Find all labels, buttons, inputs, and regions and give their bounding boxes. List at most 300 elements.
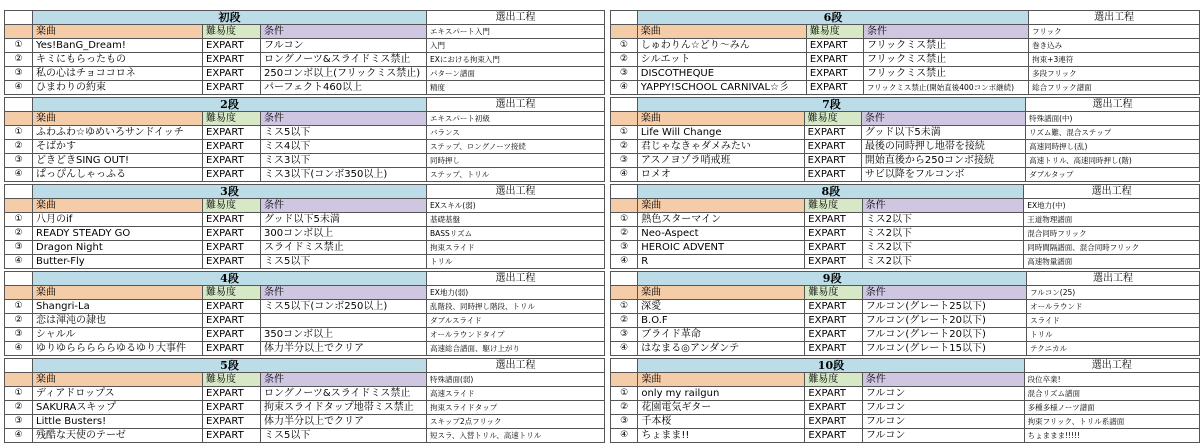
header-song[interactable]: 楽曲 bbox=[637, 25, 806, 39]
difficulty[interactable]: EXPART bbox=[806, 67, 863, 81]
process-note[interactable]: 高速スライド bbox=[427, 387, 605, 401]
condition[interactable]: ロングノーツ&スライドミス禁止 bbox=[261, 387, 427, 401]
header-song[interactable]: 楽曲 bbox=[33, 112, 203, 126]
condition[interactable]: 体力半分以上でクリア bbox=[261, 415, 427, 429]
song-name[interactable]: Shangri-La bbox=[33, 300, 203, 314]
song-name[interactable]: ブライド革命 bbox=[638, 328, 805, 342]
process-note[interactable]: 同時押し bbox=[427, 154, 605, 168]
process-label[interactable]: 選出工程 bbox=[427, 11, 605, 25]
condition[interactable]: パーフェクト460以上 bbox=[261, 81, 427, 95]
row-number[interactable]: ④ bbox=[5, 342, 33, 356]
header-process-note[interactable]: エキスパート初級 bbox=[427, 112, 605, 126]
row-number[interactable]: ① bbox=[5, 126, 33, 140]
process-note[interactable]: ステップ、トリル bbox=[427, 168, 605, 182]
difficulty[interactable]: EXPART bbox=[805, 213, 862, 227]
title-lead-cell[interactable] bbox=[611, 11, 638, 25]
condition[interactable]: フルコン bbox=[862, 401, 1024, 415]
header-difficulty[interactable]: 難易度 bbox=[805, 199, 862, 213]
header-condition[interactable]: 条件 bbox=[261, 286, 427, 300]
process-note[interactable]: 拘束スライド bbox=[427, 241, 605, 255]
song-name[interactable]: そばかす bbox=[33, 140, 203, 154]
dan-title[interactable]: 8段 bbox=[638, 185, 1024, 199]
header-condition[interactable]: 条件 bbox=[862, 286, 1026, 300]
condition[interactable]: フリックミス禁止 bbox=[863, 53, 1028, 67]
difficulty[interactable]: EXPART bbox=[805, 429, 863, 443]
difficulty[interactable]: EXPART bbox=[804, 126, 861, 140]
row-number[interactable]: ③ bbox=[5, 67, 33, 81]
song-name[interactable]: ロメオ bbox=[637, 168, 804, 182]
song-name[interactable]: 君じゃなきゃダメみたい bbox=[637, 140, 804, 154]
difficulty[interactable]: EXPART bbox=[805, 328, 862, 342]
row-number[interactable]: ③ bbox=[611, 328, 638, 342]
process-note[interactable]: トリル bbox=[427, 255, 605, 269]
difficulty[interactable]: EXPART bbox=[805, 314, 862, 328]
process-note[interactable]: トリル bbox=[1027, 328, 1200, 342]
title-lead-cell[interactable] bbox=[611, 98, 638, 112]
process-note[interactable]: スライド bbox=[1027, 314, 1200, 328]
song-name[interactable]: キミにもらったもの bbox=[33, 53, 203, 67]
difficulty[interactable]: EXPART bbox=[203, 401, 261, 415]
process-note[interactable]: 多種多様ノーツ譜面 bbox=[1024, 401, 1199, 415]
process-note[interactable]: パターン譜面 bbox=[427, 67, 605, 81]
header-song[interactable]: 楽曲 bbox=[638, 373, 805, 387]
difficulty[interactable]: EXPART bbox=[203, 39, 261, 53]
process-note[interactable]: スキップ2点フリック bbox=[427, 415, 605, 429]
condition[interactable]: フルコン bbox=[862, 415, 1024, 429]
difficulty[interactable]: EXPART bbox=[203, 314, 261, 328]
row-number[interactable]: ② bbox=[5, 401, 33, 415]
difficulty[interactable]: EXPART bbox=[804, 154, 861, 168]
table-row bbox=[611, 415, 1200, 429]
row-number[interactable]: ② bbox=[611, 401, 638, 415]
song-name[interactable]: ふわふわ☆ゆめいろサンドイッチ bbox=[33, 126, 203, 140]
process-note[interactable]: 短スラ、入替トリル、高速トリル bbox=[427, 429, 605, 443]
difficulty[interactable]: EXPART bbox=[203, 415, 261, 429]
song-name[interactable]: 残酷な天使のテーゼ bbox=[33, 429, 203, 443]
row-number[interactable]: ④ bbox=[611, 81, 638, 95]
song-name[interactable]: ひまわりの約束 bbox=[33, 81, 203, 95]
header-song[interactable]: 楽曲 bbox=[33, 25, 203, 39]
condition[interactable]: フルコン bbox=[862, 387, 1024, 401]
header-song[interactable]: 楽曲 bbox=[33, 373, 203, 387]
condition[interactable]: ミス2以下 bbox=[862, 227, 1024, 241]
condition[interactable]: ミス2以下 bbox=[862, 213, 1024, 227]
song-name[interactable]: SAKURAスキップ bbox=[33, 401, 203, 415]
condition[interactable]: ミス5以下 bbox=[261, 126, 427, 140]
difficulty[interactable]: EXPART bbox=[203, 154, 261, 168]
song-name[interactable]: 深愛 bbox=[638, 300, 805, 314]
header-difficulty[interactable]: 難易度 bbox=[805, 286, 862, 300]
song-name[interactable]: 私の心はチョココロネ bbox=[33, 67, 203, 81]
difficulty[interactable]: EXPART bbox=[805, 387, 863, 401]
condition[interactable]: フリックミス禁止(開始直後400コンボ継続) bbox=[863, 81, 1028, 95]
difficulty[interactable]: EXPART bbox=[203, 53, 261, 67]
process-label[interactable]: 選出工程 bbox=[1024, 359, 1199, 373]
difficulty[interactable]: EXPART bbox=[805, 255, 862, 269]
song-name[interactable]: ディアドロップス bbox=[33, 387, 203, 401]
dan-title[interactable]: 2段 bbox=[33, 98, 427, 112]
row-number[interactable]: ② bbox=[5, 53, 33, 67]
dan-title[interactable]: 4段 bbox=[33, 272, 427, 286]
row-number[interactable]: ④ bbox=[611, 429, 638, 443]
song-name[interactable]: READY STEADY GO bbox=[33, 227, 203, 241]
song-name[interactable]: B.O.F bbox=[638, 314, 805, 328]
row-number[interactable]: ② bbox=[5, 140, 33, 154]
process-note[interactable]: バランス bbox=[427, 126, 605, 140]
row-number[interactable]: ③ bbox=[611, 154, 638, 168]
header-process-note[interactable]: フリック bbox=[1029, 25, 1200, 39]
title-lead-cell[interactable] bbox=[611, 185, 638, 199]
condition[interactable]: ミス3以下 bbox=[261, 154, 427, 168]
condition[interactable]: グッド以下5未満 bbox=[261, 213, 427, 227]
difficulty[interactable]: EXPART bbox=[203, 241, 261, 255]
process-note[interactable]: 拘束フリック、トリル系譜面 bbox=[1024, 415, 1199, 429]
row-number[interactable]: ① bbox=[611, 39, 638, 53]
process-note[interactable]: 拘束スライドタップ bbox=[427, 401, 605, 415]
process-note[interactable]: EXにおける拘束入門 bbox=[427, 53, 605, 67]
condition[interactable]: 開始直後から250コンボ接続 bbox=[861, 154, 1025, 168]
header-difficulty[interactable]: 難易度 bbox=[203, 112, 261, 126]
dan-title[interactable]: 5段 bbox=[33, 359, 427, 373]
table-row bbox=[5, 53, 605, 67]
row-number[interactable]: ③ bbox=[5, 415, 33, 429]
header-condition[interactable]: 条件 bbox=[862, 199, 1024, 213]
process-label[interactable]: 選出工程 bbox=[1029, 11, 1200, 25]
process-note[interactable]: 混合リズム譜面 bbox=[1024, 387, 1199, 401]
difficulty[interactable]: EXPART bbox=[203, 81, 261, 95]
header-song[interactable]: 楽曲 bbox=[33, 199, 203, 213]
table-row bbox=[5, 255, 605, 269]
condition[interactable]: ミス5以下(コンボ250以上) bbox=[261, 300, 427, 314]
header-blank-cell[interactable] bbox=[611, 199, 638, 213]
difficulty[interactable]: EXPART bbox=[203, 126, 261, 140]
table-row bbox=[5, 213, 605, 227]
title-lead-cell[interactable] bbox=[5, 98, 33, 112]
difficulty[interactable]: EXPART bbox=[203, 227, 261, 241]
condition[interactable]: ミス2以下 bbox=[862, 255, 1024, 269]
table-row bbox=[5, 140, 605, 154]
process-label[interactable]: 選出工程 bbox=[1024, 185, 1200, 199]
difficulty[interactable]: EXPART bbox=[203, 387, 261, 401]
song-name[interactable]: どきどきSING OUT! bbox=[33, 154, 203, 168]
dan-title[interactable]: 初段 bbox=[33, 11, 427, 25]
difficulty[interactable]: EXPART bbox=[805, 342, 862, 356]
title-lead-cell[interactable] bbox=[611, 359, 638, 373]
header-condition[interactable]: 条件 bbox=[261, 25, 427, 39]
row-number[interactable]: ④ bbox=[5, 255, 33, 269]
dan-title[interactable]: 9段 bbox=[638, 272, 1027, 286]
process-label[interactable]: 選出工程 bbox=[1026, 98, 1200, 112]
header-process-note[interactable]: 段位卒業! bbox=[1024, 373, 1199, 387]
row-number[interactable]: ④ bbox=[5, 429, 33, 443]
process-note[interactable]: 乱階段、同時押し階段、トリル bbox=[427, 300, 605, 314]
table-row bbox=[611, 126, 1200, 140]
dan-table-3 bbox=[4, 184, 605, 269]
table-row bbox=[5, 126, 605, 140]
header-song[interactable]: 楽曲 bbox=[638, 199, 805, 213]
row-number[interactable]: ④ bbox=[611, 255, 638, 269]
process-note[interactable]: 拘束+3連符 bbox=[1029, 53, 1200, 67]
process-note[interactable]: ちょままま!!!!! bbox=[1024, 429, 1199, 443]
title-lead-cell[interactable] bbox=[5, 359, 33, 373]
song-name[interactable]: シャルル bbox=[33, 328, 203, 342]
condition[interactable]: フルコン(グレート25以下) bbox=[862, 300, 1026, 314]
song-name[interactable]: 千本桜 bbox=[638, 415, 805, 429]
song-name[interactable]: Dragon Night bbox=[33, 241, 203, 255]
condition[interactable]: フルコン(グレート15以下) bbox=[862, 342, 1026, 356]
header-song[interactable]: 楽曲 bbox=[638, 286, 805, 300]
dan-table-4 bbox=[4, 271, 605, 356]
title-lead-cell[interactable] bbox=[5, 11, 33, 25]
row-number[interactable]: ① bbox=[611, 126, 638, 140]
row-number[interactable]: ① bbox=[5, 300, 33, 314]
condition[interactable]: グッド以下5未満 bbox=[861, 126, 1025, 140]
difficulty[interactable]: EXPART bbox=[805, 415, 863, 429]
song-name[interactable]: YAPPY!SCHOOL CARNIVAL☆彡 bbox=[637, 81, 806, 95]
process-note[interactable]: ダブルタップ bbox=[1026, 168, 1200, 182]
row-number[interactable]: ③ bbox=[611, 415, 638, 429]
condition[interactable]: フルコン(グレート20以下) bbox=[862, 314, 1026, 328]
song-name[interactable]: ぱっぴんしゃっふる bbox=[33, 168, 203, 182]
header-blank-cell[interactable] bbox=[5, 112, 33, 126]
row-number[interactable]: ② bbox=[611, 314, 638, 328]
table-row bbox=[5, 154, 605, 168]
condition[interactable]: フルコン(グレート20以下) bbox=[862, 328, 1026, 342]
condition[interactable]: フルコン bbox=[862, 429, 1024, 443]
song-name[interactable]: ちょまま!! bbox=[638, 429, 805, 443]
process-note[interactable]: ステップ、ロングノーツ接続 bbox=[427, 140, 605, 154]
header-difficulty[interactable]: 難易度 bbox=[203, 25, 261, 39]
song-name[interactable]: アスノヨゾラ哨戒班 bbox=[637, 154, 804, 168]
difficulty[interactable]: EXPART bbox=[203, 213, 261, 227]
condition[interactable]: 250コンボ以上(フリックミス禁止) bbox=[261, 67, 427, 81]
condition[interactable]: ミス2以下 bbox=[862, 241, 1024, 255]
header-condition[interactable]: 条件 bbox=[261, 199, 427, 213]
condition[interactable]: ミス5以下 bbox=[261, 255, 427, 269]
header-process-note[interactable]: EXスキル(弱) bbox=[427, 199, 605, 213]
song-name[interactable]: しゅわりん☆どり～みん bbox=[637, 39, 806, 53]
song-name[interactable]: 熱色スターマイン bbox=[638, 213, 805, 227]
row-number[interactable]: ① bbox=[611, 300, 638, 314]
difficulty[interactable]: EXPART bbox=[203, 67, 261, 81]
process-note[interactable]: 高速トリル、高速同時押し(階) bbox=[1026, 154, 1200, 168]
header-difficulty[interactable]: 難易度 bbox=[203, 199, 261, 213]
song-name[interactable]: シルエット bbox=[637, 53, 806, 67]
table-row bbox=[611, 241, 1200, 255]
header-condition[interactable]: 条件 bbox=[863, 25, 1028, 39]
table-row bbox=[611, 342, 1200, 356]
song-name[interactable]: 花園電気ギター bbox=[638, 401, 805, 415]
condition[interactable]: 300コンボ以上 bbox=[261, 227, 427, 241]
difficulty[interactable]: EXPART bbox=[203, 255, 261, 269]
condition[interactable]: フリックミス禁止 bbox=[863, 39, 1028, 53]
row-number[interactable]: ② bbox=[611, 140, 638, 154]
process-label[interactable]: 選出工程 bbox=[1027, 272, 1200, 286]
row-number[interactable]: ④ bbox=[5, 81, 33, 95]
process-label[interactable]: 選出工程 bbox=[427, 98, 605, 112]
header-song[interactable]: 楽曲 bbox=[637, 112, 804, 126]
process-note[interactable]: 入門 bbox=[427, 39, 605, 53]
process-note[interactable]: 高速物量譜面 bbox=[1024, 255, 1200, 269]
song-name[interactable]: ゆりゆらららららゆるゆり大事件 bbox=[33, 342, 203, 356]
difficulty[interactable]: EXPART bbox=[804, 140, 861, 154]
row-number[interactable]: ① bbox=[611, 387, 638, 401]
process-note[interactable]: 高速総合譜面、駆け上がり bbox=[427, 342, 605, 356]
header-difficulty[interactable]: 難易度 bbox=[804, 112, 861, 126]
header-condition[interactable]: 条件 bbox=[261, 112, 427, 126]
condition[interactable]: 体力半分以上でクリア bbox=[261, 342, 427, 356]
table-row bbox=[5, 401, 605, 415]
difficulty[interactable]: EXPART bbox=[203, 300, 261, 314]
condition[interactable]: 最後の同時押し地帯を接続 bbox=[861, 140, 1025, 154]
process-label[interactable]: 選出工程 bbox=[427, 272, 605, 286]
table-row bbox=[611, 401, 1200, 415]
process-note[interactable]: ダブルスライド bbox=[427, 314, 605, 328]
table-row bbox=[5, 415, 605, 429]
row-number[interactable]: ③ bbox=[5, 328, 33, 342]
row-number[interactable]: ③ bbox=[5, 241, 33, 255]
condition[interactable]: フリックミス禁止 bbox=[863, 67, 1028, 81]
process-note[interactable]: 王道物理譜面 bbox=[1024, 213, 1200, 227]
header-blank-cell[interactable] bbox=[611, 373, 638, 387]
song-name[interactable]: Neo-Aspect bbox=[638, 227, 805, 241]
song-name[interactable]: Life Will Change bbox=[637, 126, 804, 140]
row-number[interactable]: ③ bbox=[611, 241, 638, 255]
condition[interactable]: フルコン bbox=[261, 39, 427, 53]
song-name[interactable]: 恋は渾沌の隷也 bbox=[33, 314, 203, 328]
header-difficulty[interactable]: 難易度 bbox=[806, 25, 863, 39]
process-label[interactable]: 選出工程 bbox=[427, 359, 605, 373]
process-note[interactable]: オールラウンド bbox=[1027, 300, 1200, 314]
difficulty[interactable]: EXPART bbox=[805, 401, 863, 415]
row-number[interactable]: ④ bbox=[5, 168, 33, 182]
header-process-note[interactable]: EX地力(弱) bbox=[427, 286, 605, 300]
difficulty[interactable]: EXPART bbox=[203, 342, 261, 356]
header-condition[interactable]: 条件 bbox=[261, 373, 427, 387]
dan-title[interactable]: 6段 bbox=[637, 11, 1028, 25]
condition[interactable]: 350コンボ以上 bbox=[261, 328, 427, 342]
difficulty[interactable]: EXPART bbox=[804, 168, 861, 182]
difficulty[interactable]: EXPART bbox=[203, 429, 261, 443]
header-blank-cell[interactable] bbox=[611, 25, 638, 39]
song-name[interactable]: DISCOTHEQUE bbox=[637, 67, 806, 81]
process-note[interactable]: 精度 bbox=[427, 81, 605, 95]
song-name[interactable]: HEROIC ADVENT bbox=[638, 241, 805, 255]
condition[interactable]: ミス3以下(コンボ350以上) bbox=[261, 168, 427, 182]
row-number[interactable]: ③ bbox=[611, 67, 638, 81]
row-number[interactable]: ③ bbox=[5, 154, 33, 168]
header-blank-cell[interactable] bbox=[611, 286, 638, 300]
header-process-note[interactable]: EX地力(中) bbox=[1024, 199, 1200, 213]
row-number[interactable]: ① bbox=[611, 213, 638, 227]
header-difficulty[interactable]: 難易度 bbox=[805, 373, 863, 387]
header-difficulty[interactable]: 難易度 bbox=[203, 286, 261, 300]
difficulty[interactable]: EXPART bbox=[806, 39, 863, 53]
row-number[interactable]: ② bbox=[611, 227, 638, 241]
song-name[interactable]: はなまる◎アンダンテ bbox=[638, 342, 805, 356]
process-note[interactable]: 巻き込み bbox=[1029, 39, 1200, 53]
dan-table-8 bbox=[610, 184, 1200, 269]
process-note[interactable]: 多段フリック bbox=[1029, 67, 1200, 81]
row-number[interactable]: ④ bbox=[611, 168, 638, 182]
condition[interactable] bbox=[261, 314, 427, 328]
difficulty[interactable]: EXPART bbox=[203, 168, 261, 182]
dan-title[interactable]: 3段 bbox=[33, 185, 427, 199]
condition[interactable]: ミス4以下 bbox=[261, 140, 427, 154]
song-name[interactable]: only my railgun bbox=[638, 387, 805, 401]
difficulty[interactable]: EXPART bbox=[805, 227, 862, 241]
row-number[interactable]: ② bbox=[611, 53, 638, 67]
row-number[interactable]: ① bbox=[5, 39, 33, 53]
difficulty[interactable]: EXPART bbox=[806, 53, 863, 67]
row-number[interactable]: ① bbox=[5, 387, 33, 401]
title-lead-cell[interactable] bbox=[5, 272, 33, 286]
process-note[interactable]: テクニカル bbox=[1027, 342, 1200, 356]
dan-title[interactable]: 7段 bbox=[637, 98, 1025, 112]
difficulty[interactable]: EXPART bbox=[805, 300, 862, 314]
row-number[interactable]: ① bbox=[5, 213, 33, 227]
header-blank-cell[interactable] bbox=[611, 112, 638, 126]
dan-title[interactable]: 10段 bbox=[638, 359, 1024, 373]
song-name[interactable]: Butter-Fly bbox=[33, 255, 203, 269]
process-label[interactable]: 選出工程 bbox=[427, 185, 605, 199]
process-note[interactable]: 同時間隔譜面、混合同時フリック bbox=[1024, 241, 1200, 255]
header-difficulty[interactable]: 難易度 bbox=[203, 373, 261, 387]
dan-table-9 bbox=[610, 271, 1200, 356]
header-blank-cell[interactable] bbox=[5, 373, 33, 387]
song-name[interactable]: R bbox=[638, 255, 805, 269]
header-blank-cell[interactable] bbox=[5, 199, 33, 213]
song-name[interactable]: Yes!BanG_Dream! bbox=[33, 39, 203, 53]
condition[interactable]: ロングノーツ&スライドミス禁止 bbox=[261, 53, 427, 67]
row-number[interactable]: ② bbox=[5, 227, 33, 241]
header-process-note[interactable]: 特殊譜面(中) bbox=[1026, 112, 1200, 126]
header-song[interactable]: 楽曲 bbox=[33, 286, 203, 300]
title-lead-cell[interactable] bbox=[611, 272, 638, 286]
difficulty[interactable]: EXPART bbox=[805, 241, 862, 255]
row-number[interactable]: ④ bbox=[611, 342, 638, 356]
process-note[interactable]: 基礎基盤 bbox=[427, 213, 605, 227]
difficulty[interactable]: EXPART bbox=[203, 140, 261, 154]
process-note[interactable]: オールラウンドタイプ bbox=[427, 328, 605, 342]
table-row bbox=[611, 300, 1200, 314]
header-blank-cell[interactable] bbox=[5, 25, 33, 39]
condition[interactable]: ミス5以下 bbox=[261, 429, 427, 443]
difficulty[interactable]: EXPART bbox=[203, 328, 261, 342]
table-row bbox=[5, 241, 605, 255]
process-note[interactable]: リズム難、混合ステップ bbox=[1026, 126, 1200, 140]
difficulty[interactable]: EXPART bbox=[806, 81, 863, 95]
process-note[interactable]: BASSリズム bbox=[427, 227, 605, 241]
header-process-note[interactable]: 特殊譜面(弱) bbox=[427, 373, 605, 387]
song-name[interactable]: Little Busters! bbox=[33, 415, 203, 429]
process-note[interactable]: 高速同時押し(乱) bbox=[1026, 140, 1200, 154]
condition[interactable]: スライドミス禁止 bbox=[261, 241, 427, 255]
row-number[interactable]: ② bbox=[5, 314, 33, 328]
process-note[interactable]: 混合同時フリック bbox=[1024, 227, 1200, 241]
condition[interactable]: 拘束スライドタップ地帯ミス禁止 bbox=[261, 401, 427, 415]
header-condition[interactable]: 条件 bbox=[861, 112, 1025, 126]
header-blank-cell[interactable] bbox=[5, 286, 33, 300]
table-row bbox=[611, 255, 1200, 269]
condition[interactable]: サビ以降をフルコンボ bbox=[861, 168, 1025, 182]
song-name[interactable]: 八月のif bbox=[33, 213, 203, 227]
header-process-note[interactable]: エキスパート入門 bbox=[427, 25, 605, 39]
process-note[interactable]: 総合フリック譜面 bbox=[1029, 81, 1200, 95]
header-process-note[interactable]: フルコン(25) bbox=[1027, 286, 1200, 300]
header-condition[interactable]: 条件 bbox=[862, 373, 1024, 387]
title-lead-cell[interactable] bbox=[5, 185, 33, 199]
